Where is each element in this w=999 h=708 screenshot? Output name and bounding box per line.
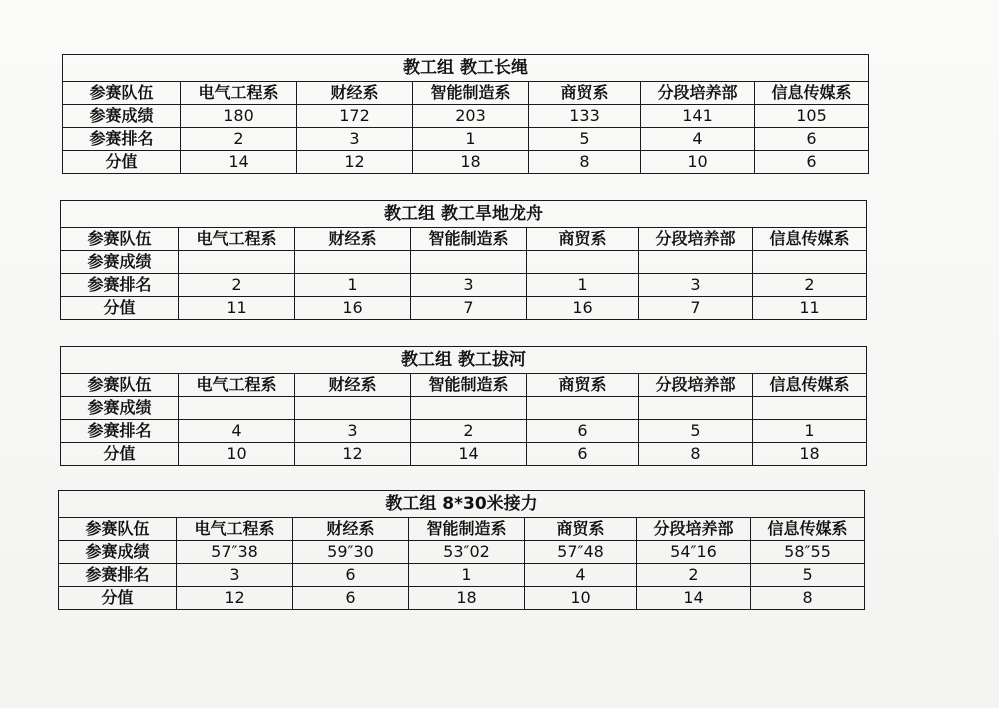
- table-cell: 6: [755, 151, 869, 174]
- table-cell: 18: [409, 587, 525, 610]
- header-cell: 电气工程系: [179, 228, 295, 251]
- table-cell: 2: [637, 564, 751, 587]
- table-cell: 14: [637, 587, 751, 610]
- row-label: 参赛成绩: [61, 397, 179, 420]
- table-cell: 6: [293, 564, 409, 587]
- table-cell: 105: [755, 105, 869, 128]
- table-cell: 18: [413, 151, 529, 174]
- table-cell: 57″38: [177, 541, 293, 564]
- score-table-long-rope: [62, 54, 869, 174]
- table-cell: 18: [753, 443, 867, 466]
- table-cell: 12: [177, 587, 293, 610]
- table-cell: 58″55: [751, 541, 865, 564]
- header-cell: 参赛队伍: [59, 518, 177, 541]
- table-row: [61, 397, 867, 420]
- header-cell: 财经系: [295, 374, 411, 397]
- header-row: [59, 518, 865, 541]
- table-cell: 203: [413, 105, 529, 128]
- table-cell: [179, 397, 295, 420]
- header-cell: 信息传媒系: [753, 228, 867, 251]
- row-label: 分值: [61, 297, 179, 320]
- header-cell: 财经系: [293, 518, 409, 541]
- table-cell: 16: [527, 297, 639, 320]
- row-label: 参赛排名: [59, 564, 177, 587]
- header-cell: 参赛队伍: [61, 228, 179, 251]
- table-cell: 8: [751, 587, 865, 610]
- row-label: 参赛排名: [61, 274, 179, 297]
- row-label: 分值: [61, 443, 179, 466]
- header-cell: 财经系: [297, 82, 413, 105]
- table-cell: 141: [641, 105, 755, 128]
- table-cell: 6: [755, 128, 869, 151]
- table-cell: 12: [297, 151, 413, 174]
- table-cell: 3: [177, 564, 293, 587]
- table-cell: 1: [409, 564, 525, 587]
- header-row: [61, 374, 867, 397]
- table-cell: 53″02: [409, 541, 525, 564]
- table-cell: 8: [529, 151, 641, 174]
- table-cell: 2: [753, 274, 867, 297]
- table-cell: [753, 251, 867, 274]
- table-cell: 7: [411, 297, 527, 320]
- table-cell: 10: [179, 443, 295, 466]
- header-row: [61, 228, 867, 251]
- header-cell: 参赛队伍: [61, 374, 179, 397]
- table-cell: [639, 251, 753, 274]
- row-label: 参赛成绩: [61, 251, 179, 274]
- header-cell: 信息传媒系: [753, 374, 867, 397]
- row-label: 参赛排名: [63, 128, 181, 151]
- table-cell: 11: [179, 297, 295, 320]
- header-cell: 分段培养部: [639, 374, 753, 397]
- table-cell: 5: [529, 128, 641, 151]
- table-row: [59, 587, 865, 610]
- table-cell: 3: [411, 274, 527, 297]
- table-cell: 3: [295, 420, 411, 443]
- table-cell: 8: [639, 443, 753, 466]
- header-cell: 商贸系: [527, 374, 639, 397]
- header-cell: 参赛队伍: [63, 82, 181, 105]
- header-cell: 电气工程系: [181, 82, 297, 105]
- table-cell: 6: [527, 443, 639, 466]
- table-row: [61, 443, 867, 466]
- table-cell: 4: [641, 128, 755, 151]
- header-cell: 信息传媒系: [751, 518, 865, 541]
- table-cell: 6: [293, 587, 409, 610]
- table-row: [61, 251, 867, 274]
- table-cell: 1: [527, 274, 639, 297]
- table-cell: 10: [525, 587, 637, 610]
- table-cell: 1: [413, 128, 529, 151]
- header-cell: 商贸系: [529, 82, 641, 105]
- table-row: [59, 564, 865, 587]
- table-cell: [411, 251, 527, 274]
- table-cell: 133: [529, 105, 641, 128]
- table-row: [61, 274, 867, 297]
- table-cell: [179, 251, 295, 274]
- table-cell: [295, 251, 411, 274]
- table-cell: 11: [753, 297, 867, 320]
- table-cell: 2: [179, 274, 295, 297]
- table-title: 教工组 8*30米接力: [59, 491, 865, 518]
- table-title: 教工组 教工长绳: [63, 55, 869, 82]
- table-cell: 10: [641, 151, 755, 174]
- table-cell: [639, 397, 753, 420]
- table-cell: [527, 251, 639, 274]
- header-cell: 智能制造系: [411, 374, 527, 397]
- table-cell: 14: [411, 443, 527, 466]
- table-cell: 3: [639, 274, 753, 297]
- header-cell: 信息传媒系: [755, 82, 869, 105]
- table-cell: 2: [411, 420, 527, 443]
- table-title: 教工组 教工旱地龙舟: [61, 201, 867, 228]
- header-cell: 商贸系: [527, 228, 639, 251]
- table-cell: [527, 397, 639, 420]
- table-cell: 4: [179, 420, 295, 443]
- header-cell: 智能制造系: [411, 228, 527, 251]
- table-row: [63, 105, 869, 128]
- table-cell: 172: [297, 105, 413, 128]
- table-row: [61, 297, 867, 320]
- header-cell: 分段培养部: [641, 82, 755, 105]
- header-cell: 电气工程系: [179, 374, 295, 397]
- table-cell: 3: [297, 128, 413, 151]
- row-label: 分值: [59, 587, 177, 610]
- table-cell: [295, 397, 411, 420]
- table-cell: 2: [181, 128, 297, 151]
- table-row: [63, 151, 869, 174]
- table-cell: 59″30: [293, 541, 409, 564]
- table-cell: 57″48: [525, 541, 637, 564]
- header-cell: 智能制造系: [413, 82, 529, 105]
- table-cell: [411, 397, 527, 420]
- row-label: 分值: [63, 151, 181, 174]
- table-cell: 54″16: [637, 541, 751, 564]
- score-table-relay: [58, 490, 865, 610]
- row-label: 参赛成绩: [59, 541, 177, 564]
- header-row: [63, 82, 869, 105]
- table-row: [63, 128, 869, 151]
- table-cell: 1: [753, 420, 867, 443]
- table-title: 教工组 教工拔河: [61, 347, 867, 374]
- table-cell: 180: [181, 105, 297, 128]
- header-cell: 分段培养部: [639, 228, 753, 251]
- table-cell: 5: [639, 420, 753, 443]
- table-cell: 16: [295, 297, 411, 320]
- table-cell: 12: [295, 443, 411, 466]
- table-cell: 7: [639, 297, 753, 320]
- header-cell: 分段培养部: [637, 518, 751, 541]
- row-label: 参赛成绩: [63, 105, 181, 128]
- header-cell: 商贸系: [525, 518, 637, 541]
- row-label: 参赛排名: [61, 420, 179, 443]
- table-cell: 5: [751, 564, 865, 587]
- table-cell: 1: [295, 274, 411, 297]
- score-table-tug-of-war: [60, 346, 867, 466]
- table-row: [59, 541, 865, 564]
- table-cell: 14: [181, 151, 297, 174]
- header-cell: 财经系: [295, 228, 411, 251]
- table-cell: 6: [527, 420, 639, 443]
- header-cell: 电气工程系: [177, 518, 293, 541]
- score-table-dragon-boat: [60, 200, 867, 320]
- table-row: [61, 420, 867, 443]
- table-cell: 4: [525, 564, 637, 587]
- table-cell: [753, 397, 867, 420]
- header-cell: 智能制造系: [409, 518, 525, 541]
